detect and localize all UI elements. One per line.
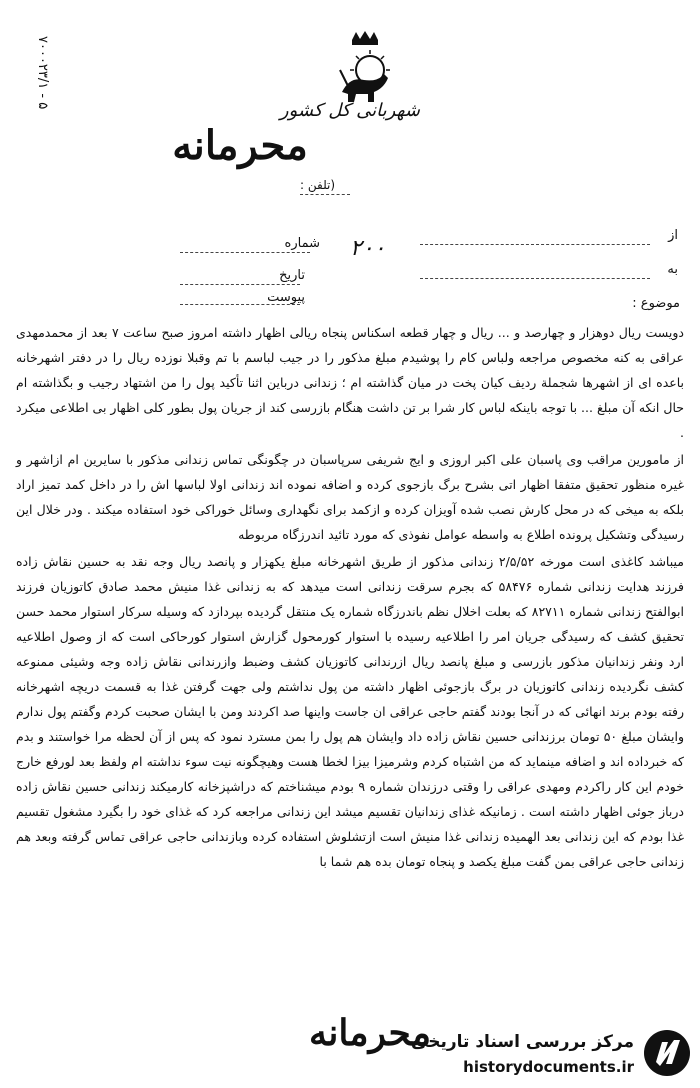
number-label: شماره [284,236,320,251]
closing-classification-banner: محرمانه [309,1012,431,1054]
classification-banner: محرمانه [172,122,308,169]
recipient-line [420,278,650,279]
phone-label: (تلفن : [300,178,336,192]
attachment-line [180,304,300,305]
body-paragraph-1: دویست ریال دوهزار و چهارصد و ... ریال و چهار قطعه اسکناس پنجاه ریالی اظهار داشته امروز صبح ساعت ۷ بعد از محمدمهدی عراقی به کنه مخصوص مراجعه ولباس کام را پوشیدم مبلغ مذکور را در جیب لباسم با تم وقبلا نوزده ریال را در دفتر اشهرخانه باعده ای از اشهرها شجملة ردیف کیان پخت در میان گذاشته ام ؛ زندانی درباین اثنا تأکید پول را من اشتهاد رجیب و بگذاشته ام حال انکه آن مبلغ ... با توجه باینکه لباس کار شرا بر تن داشت هنگام بازرسی کند از جریان پول بطور کلی اظهار بی اطلاعی میکرد . [16,325,684,440]
from-label: از [668,228,678,243]
handwritten-number: ۲۰۰ [350,236,386,261]
archive-watermark [411,1028,692,1082]
date-line [180,284,300,285]
letter-body [16,320,684,876]
lion-and-sun-crown-emblem-icon [330,30,400,110]
phone-line [300,194,350,195]
history-documents-logo-icon [642,1028,692,1078]
watermark-name: مرکز بررسی اسناد تاریخی [411,1032,634,1052]
recipient-label: به [667,262,678,277]
document-side-number: ۷۰۰۰۲۳/۱ - ۵ [35,36,50,110]
number-line [180,252,310,253]
subject-label: موضوع : [632,296,680,311]
organization-name: شهربانی کل کشور [279,100,420,121]
from-line [420,244,650,245]
watermark-url: historydocuments.ir [463,1058,634,1076]
body-paragraph-3: میباشد کاغذی است مورخه ۲/۵/۵۲ زندانی مذکور از طریق اشهرخانه مبلغ یکهزار و پانصد ریال وجه نقد به حسین نقاش زاده فرزند هدایت زندانی شماره ۵۸۴۷۶ که بجرم سرقت زندانی است میدهد که به زندانی غذا منیش محمد صادق کاتوزیان فرزند ابوالفتح زندانی شماره ۸۲۷۱۱ که بعلت اخلال نظم باندرزگاه شماره یک منتقل گردیده بپردازد که وسیله سرکار استوار محمد حسن تحقیق کشف که رسیدگی جریان امر را اطلاعیه رسیده با استوار کورمحول گزارش استوار کورحاکی است که از وصول اطلاعیه ارد ونفر زندانیان مذکور بازرسی و مبلغ پانصد ریال ازرندانی کاتوزیان کشف وضبط وازرندانی نقاش زاده وجه وشیئی ممنوعه کشف نگردیده زندانی کاتوزیان در برگ بازجوئی اظهار داشته من پول نداشتم ولی جهت گرفتن غذا به قسمت دریچه اشهرخانه رفته بودم برند انهائی که در آنجا بودند گفتم حاجی عراقی ان جاست واینها صد اکردند ومن با ایشان صحبت کردم وگفتم پول ندارم وایشان مبلغ ۵۰ تومان برزندانی حسین نقاش زاده داد وایشان هم پول را بمن مسترد نمود که پس از آن لحظه مرا خواستند و بدم که خبرداده اند و اضافه مینماید که من اشتباه کردم وشرمیزا بیزا لخطا هست وهیچگونه نیت سوء نداشته ام ولفظ بعد لورفع خارج خودم این کار راکردم ومهدی عراقی را وقتی درزندان شماره ۹ بودم میشناختم که دراشپزخانه کارمیکند زندانی حسین نقاش زاده درباز جوئی اظهار داشته است . زمانیکه غذای زندانیان تقسیم میشد این زندانی مراجعه کرد که غذای خود را بگیرد مشغول تقسیم غذا بودم که این زندانی بعد الهمیده زندانی غذا منیش است ازتشلوش استفاده کرده وبازندانی حاجی عراقی تماس گرفته وبعد هم زندانی حاجی عراقی بمن گفت مبلغ یکصد و پنجاه تومان بده هم شما با [16,554,684,869]
date-label: تاریخ [279,268,305,283]
attachment-label: پیوست [267,290,305,305]
body-paragraph-2: از مامورین مراقب وی پاسبان علی اکبر اروزی و ایج شریفی سرپاسبان در چگونگی تماس زندانی مذکور با سایرین ام ازاشهر و غیره منظور تحقیق متفقا اظهار اتی بشرح برگ بازجوی کرده و اضافه نموده اند زندانی اولا لباسها اش را در داخل کمد تمیز اراد بلکه به میخی که در محل کارش نصب شده آویزان کرده و ازکمد برای نگهداری وسائل خوراکی خود استفاده میکند . ودر خلال این رسیدگی وتشکیل پرونده اطلاع به واسطه عوامل نفوذی که مورد تائید اندرزگاه مربوطه [16,452,684,542]
